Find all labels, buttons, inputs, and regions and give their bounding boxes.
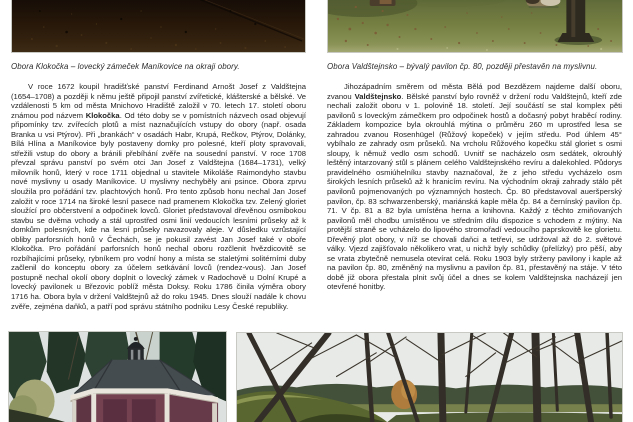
paragraph-obora-klokocka — [11, 82, 306, 311]
figure-caption-valdstejnsko: Obora Valdštejnsko – bývalý pavilon čp. 80, později přestavěn na myslivnu. — [327, 62, 598, 71]
lawn-photo-art — [328, 0, 622, 52]
bare-trees-photo-art — [237, 333, 622, 422]
photo-valdstejnsko-pavilon — [327, 0, 623, 53]
photo-klokocka-manikovice — [11, 0, 306, 53]
bold-term-klokocka: Klokočka — [85, 110, 120, 120]
background-objects — [370, 0, 396, 6]
paragraph-text-segment: V roce 1672 koupil hradišťské panství Ferdinand Arnošt Josef z Valdštejna (1654–1708) a později k němu ještě připojil panství zvířetické, klášterské a bělské. Ve vzdálenosti 5 km od města Mnichovo Hradiště založil v 70. letech 17. století oboru známou pod názvem — [11, 82, 306, 120]
figure-caption-klokocka: Obora Klokočka – lovecký zámeček Maníkovice na okraji obory. — [11, 62, 240, 71]
paragraph-obora-valdstejnsko — [327, 82, 622, 292]
text-column-right — [327, 82, 622, 292]
photo-bare-trees-valdstejnsko — [236, 332, 623, 422]
photo-chapel-pavilion — [8, 331, 227, 422]
dark-ground-photo-art — [12, 0, 305, 52]
bold-term-valdstejnsko: Valdštejnsko — [354, 91, 402, 101]
paragraph-text-segment: . Bělské panství bylo rovněž v držení rodu Valdštejnů, kteří zde nechali založit oboru v 1. polovině 18. století. Její součástí se stal komplex pěti pavilonů s loveckým zámečkem pro odpočinek hostů a dočasný pobyt hraběcí rodiny. Základem kompozice byla okrouhlá mýtina o průměru 260 m uprostřed lesa se zahradou zvanou Rosenhügel (Růžový kopeček) v jejím středu. Pod úhlem 45° vybíhalo ze zahrady osm průseků. Na vrcholu Růžového kopečku stál gloriet s osmi sloupy, k němuž vedlo osm schodů. Uvnitř se nacházelo osm sedátek, okrouhlý leštěný intarzovaný stůl s plánem celého Valdštejnského revíru a dalekohled. Půdorys pravidelného osmiúhelníku stavby naznačoval, že z jeho středu vycházelo osm širokých lesních průseků až k hranicím revíru. Na východním okraji zahrady stálo pět pavilonů pojmenovaných po významných hostech. Čp. 80 představoval aueršperský pavilon, čp. 83 schwarzenberský, mariánská kaple měla čp. 84 a černínský pavilon čp. 71. V čp. 81 a 82 byla umístěna herna a knihovna. Každý z těchto zmiňovaných pavilonů měl chodbu umístěnou ve středním dílu dispozice s vchodem z mýtiny. Na protější straně se vcházelo do lipového stromořadí vedoucího paprskovitě ke glorietu. Dřevěný plot obory, v níž se chovali daňci a tetřevi, se udržoval až do 2. světové války. Vjezd zajišťovalo několikero vrat, u nichž byly schůdky (přelízky) pro pěší, aby se vrata zbytečně nemusela otevírat celá. Roku 1903 byly strženy pavilony i kaple až na pavilon čp. 80, změněný na myslivnu a pavilon čp. 81, přestavěný na stáje. V této době již obora přestala plnit svůj účel a dnes se kolem Valdštejnska nacházejí jen otevřené honitby. — [327, 91, 622, 292]
text-column-left — [11, 82, 306, 311]
paragraph-text-segment: Jihozápadním směrem od města Bělá pod Bezdězem najdeme další oboru, zvanou — [327, 82, 622, 101]
paragraph-text-segment: . Od této doby se v pomístních názvech osad objevují připomínky tzv. zvířecích plotů a míst naznačujících vstupy do obory (např. osada Branka u vsi Ptýrov). Při „brankách“ v osadách Habr, Krupá, Rečkov, Ptýrov, Dolánky, Bílá Hlína a Maníkovice byly postaveny domky pro polesné, kteří ploty spravovali, střežili vstup do obory a bránili přebíhání zvěře na sousední panství. V roce 1708 převzal správu panství po svém otci Jan Josef z Valdštejna (1684–1731), velký milovník honů, který v roce 1711 objednal u stavitele Mikoláše Raimondyho stavbu nové myslivny u osady Maníkovice. U myslivny nechyběly ani psince. Obora zprvu sloužila pro pořádání tzv. plachtových honů. Pro tento způsob honu nechal Jan Josef založit v roce 1714 na široké lesní pasece nad pramenem Klokočka tzv. Zelený gloriet sloužící pro občerstvení a odpočinek lovců. Gloriet představoval dřevěnou osmibokou stavbu se dvěma vchody a stál uprostřed osmi linií vedoucích lesními průseky až k domkům polesných, kde na lesní průseky navazovaly aleje. V důsledku vzrůstající obliby parforsních honů v Čechách, se je pokusil zavést Jan Josef také v oboře Klokočka. Pro pořádání parforsních honů nechal oboru rozčlenit hvězdicovitě se rozbíhajícími průseky, rybníkem pro vodní hony a místa se staletými solitérními duby začlenil do konceptu obory za účelem setkávání lovců (rendez-vous). Jan Josef postupně nechal okolí obory doplnit o lovecký zámek v Radochově u Dolní Krupé a lovecký pavilonek u Březovic poblíž města Doksy. Roku 1786 činila výměra obory 1716 ha. Obora byla v držení Valdštejnů až do roku 1945. Dnes slouží nadále k chovu zvěře, zejména daňků, a patří pod správu státního podniku Lesy České republiky. — [11, 110, 306, 311]
chapel-photo-art — [9, 332, 226, 422]
resting-deer — [526, 0, 561, 8]
